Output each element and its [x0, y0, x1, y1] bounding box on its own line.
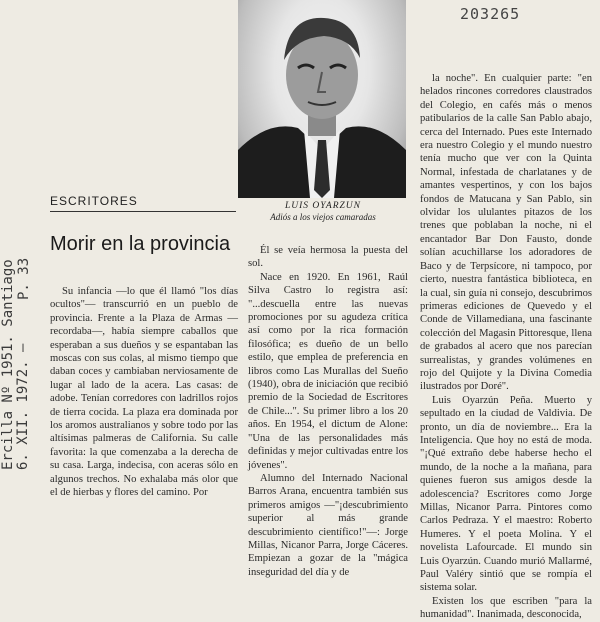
article-column-2 [248, 244, 408, 578]
column-2-paragraph-1: Él se veía hermosa la puesta del sol. [248, 245, 408, 270]
column-2-paragraph-3: Alumno del Internado Nacional Barros Arana, encuentra también sus primeros amigos —"¡descubrimiento superior al más grande descubrimiento científico!"—: Jorge Millas, Nicanor Parra, Jorge Cáceres. Empiezan a gozar de la "mágica inseguridad del día y de [248, 472, 408, 578]
portrait-illustration [238, 0, 406, 198]
caption-name: LUIS OYARZUN [285, 201, 361, 211]
article-column-3 [420, 72, 592, 621]
caption-subtitle: Adiós a los viejos camaradas [270, 212, 376, 222]
article-headline: Morir en la provincia [50, 233, 231, 255]
margin-note-line-1: Ercilla Nº 1951. Santiago [0, 259, 16, 470]
margin-note-line-3: P. 33 [16, 257, 32, 300]
column-3-paragraph-2: Luis Oyarzún Peña. Muerto y sepultado en la ciudad de Valdivia. De pronto, un día de noviembre... Era la Inteligencia. Que hoy no está de moda. "¡Qué extraño debe haberse hecho el mundo, de la noche a la mañana, para quienes fueron sus amigos desde la adolescencia? Escritores como Jorge Millas, Nicanor Parra. Pintores como Carlos Pedraza. Y el maestro: Roberto Humeres. Y el poeta Molina. Y el novelista Lafourcade. El mundo sin Luis Oyarzún. Cuando murió Mallarmé, Paul Valéry sintió que se rompía el sistema solar. [420, 394, 592, 594]
handwritten-margin-note [0, 240, 36, 470]
photo-caption [238, 201, 408, 223]
section-label: ESCRITORES [50, 194, 138, 208]
column-2-paragraph-2: Nace en 1920. En 1961, Raúl Silva Castro lo registra así: "...descuella entre las nuevas promociones por su agudeza crítica así como por la rica formación filosófica; es dueño de un bello estilo, que emplea de preferencia en libros como Las Murallas del Sueño (1940), obra de iniciación que recibió premio de la Sociedad de Escritores de Chile...". Su primer libro a los 20 años. En 1954, el dictum de Alone: "Una de las personalidades más definidas y mejor cultivadas entre los jóvenes". [248, 271, 408, 471]
margin-note-line-2: 6. XII. 1972. — [15, 343, 31, 470]
section-divider [50, 211, 236, 212]
portrait-photo [238, 0, 406, 198]
column-3-paragraph-1: la noche". En cualquier parte: "en helados rincones corredores claustrados del Colegio, en cafés más o menos patibularios de la calle San Pablo abajo, cerca del Internado. Pues este Internado era nuestro Colegio y el mundo nuestro tenía mucho que ver con la Quinta Normal, infestada de charlatanes y de amantes vespertinos, y con los bajos fondos de Matucana y San Pablo, sin olvidar los ululantes pitazos de los trenes que poblaban la noche, ni el encantador Bar Don Fausto, donde solían acuchillarse los adoradores de Baco y de Terpsícore, ni tampoco, por cierto, nuestra fantástica biblioteca, en la cual, sin guía ni consejo, descubrimos primeras ediciones de Quevedo y el Conde de Villamediana, una fascinante colección del Magasin Pittoresque, llena de grabados al acero que nos parecían surrealistas, y grandes volúmenes en rojo del Quijote y la Divina Comedia ilustrados por Doré". [420, 73, 592, 393]
article-column-1 [50, 285, 238, 499]
column-1-paragraph-1: Su infancia —lo que él llamó "los días ocultos"— transcurrió en un pueblo de provincia. Frente a la Plaza de Armas —recordaba—, había siempre caballos que esperaban a sus dueños y se espantaban las moscas con sus colas, al mismo tiempo que daban coces y cambiaban nerviosamente de lugar al lado de la acera. Las casas: de adobe. Tenían corredores con ladrillos rojos de tierra cocida. La plaza era dominada por los aromos australianos y sobre todo por las altísimas palmeras de California. Su calle favorita: la que comenzaba a la derecha de su casa. Larga, indecisa, con aceras sólo en algunos trechos. No exhalaba más olor que el de hierbas y flores del camino. Por [50, 286, 238, 499]
column-3-paragraph-3: Existen los que escriben "para la humanidad". Inanimada, desconocida, [420, 595, 592, 621]
handwritten-reference-number: 203265 [460, 5, 521, 23]
